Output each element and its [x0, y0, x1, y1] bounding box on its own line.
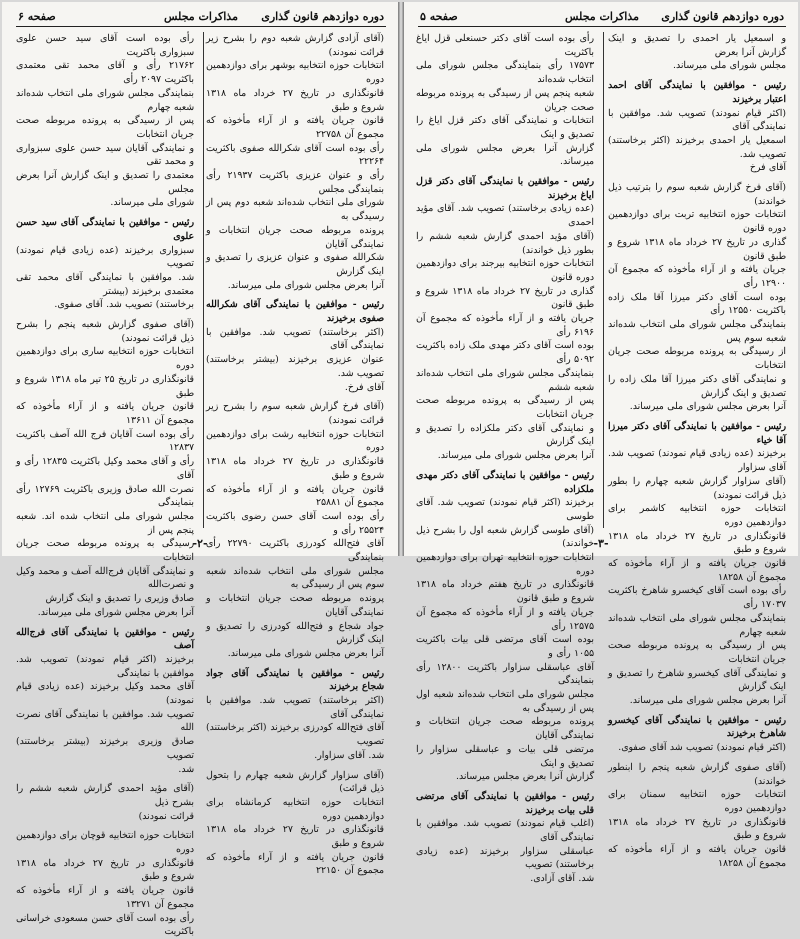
text-line: (آقای صفوی گزارش شعبه پنجم را بشرح ذیل قرائت نمودند) [16, 319, 194, 344]
text-line: آقای فرخ [749, 162, 786, 174]
text-line: جریان یافته و از آراء مأخوذه که مجموع آن ۱۲۵۷۵ رأی [416, 606, 594, 632]
text-line: انتخابات حوزه انتخابیه تهران برای دوازدهمین دوره [416, 552, 594, 577]
text-line: بنمایندگی مجلس شورای ملی انتخاب شده‌اند شعبه ششم [416, 367, 594, 393]
text-line: بنمایندگی مجلس شورای ملی انتخاب شده‌اند شعبه چهارم [608, 612, 786, 638]
section-title: مذاکرات مجلس [164, 10, 238, 23]
text-line: پرونده مربوطه صحت جریان انتخابات و نمایندگی آقایان [416, 716, 594, 742]
column-divider [203, 32, 204, 528]
text-line: رسیدگی به پرونده مربوطه صحت جریان انتخابات [16, 538, 194, 564]
text-line: ۱۷۵۷۳ رأی بنمایندگی مجلس شورای ملی انتخاب شده‌اند [416, 60, 594, 86]
text-line: شد. موافقین با نمایندگی آقای محمد تقی معتمدی برخیزند (بیشتر [16, 271, 194, 297]
text-line: آنرا بعرض مجلس شورای ملی میرساند. [437, 450, 594, 462]
text-line: قانونگذاری در تاریخ ۲۷ خرداد ماه ۱۳۱۸ شروع و طبق [206, 824, 384, 850]
text-line: انتخابات حوزه انتخابیه تربت برای دوازدهمین دوره قانون [608, 209, 786, 235]
text-line: (آقای مؤید احمدی گزارش شعبه ششم را بشرح ذیل [16, 783, 194, 808]
header-rule [418, 26, 786, 27]
text-line: (آقای فرخ گزارش شعبه سوم را بشرح زیر قرائت نمودند) [206, 401, 384, 426]
text-line: قانون جریان یافته و از آراء مأخوذه که مجموع آن ۱۳۶۱۱ [16, 401, 194, 426]
text-line: قانونگذاری در تاریخ ۲۷ خرداد ماه ۱۳۱۸ شروع و طبق [608, 816, 786, 842]
text-line: گذاری در تاریخ ۲۷ خرداد ماه ۱۳۱۸ شروع و طبق قانون [416, 285, 595, 311]
text-line: قانونگذاری در تاریخ ۲۷ خرداد ماه ۱۳۱۸ شروع و طبق [206, 456, 384, 481]
text-line: آنرا بعرض مجلس شورای ملی میرساند. [629, 695, 786, 707]
text-line: تصویب شد. موافقین با نمایندگی آقای نصرت الله [16, 708, 194, 734]
text-line: قانون جریان یافته و از آراء مأخوذه که مجموع آن ۱۸۲۵۸ [608, 844, 786, 869]
text-line: مجلس شورای ملی انتخاب شده اند. شعبه پنجم پس از [16, 510, 194, 536]
text-line: (اکثر برخاستند) تصویب شد. موافقین با نمایندگی آقای [206, 695, 384, 720]
text-line: و اسمعیل یار احمدی را تصدیق و اینک گزارش آنرا بعرض [608, 33, 786, 58]
text-line: آنرا بعرض مجلس شورای ملی میرساند. [37, 606, 194, 618]
text-line: رأی بوده است آقای کیخسرو شاهرخ باکثریت ۱۷۰۳۷ رأی [608, 585, 786, 611]
text-line: رئیس - موافقین با نمایندگی آقای دکتر میرزا آقا خیاء [608, 420, 786, 446]
text-line: (عده زیادی برخاستند) تصویب شد. آقای مؤید احمدی [416, 203, 594, 229]
text-line: رئیس - موافقین با نمایندگی آقای مرتضی قلی بیات برخیزند [416, 790, 594, 816]
text-line: (آقای سزاوار گزارش شعبه چهارم را بتحول ذیل قرائت) [206, 769, 384, 795]
text-line: انتخابات حوزه انتخابیه کاشمر برای دوازدهمین دوره [608, 503, 786, 528]
text-line: آقای فرخ. [344, 381, 384, 393]
text-line: رأی و آقای محمد وکیل باکثریت ۱۲۸۳۵ رأی و آقای [16, 456, 195, 481]
session-title: دوره دوازدهم قانون گذاری [661, 10, 784, 23]
text-line: نصرت الله صادق وزیری باکثریت ۱۲۷۶۹ رأی بنمایندگی [16, 483, 194, 509]
session-title: دوره دوازدهم قانون گذاری [261, 10, 384, 23]
text-line: مجلس شورای ملی انتخاب شده‌اند شعبه اول پس از رسیدگی به [416, 689, 594, 714]
text-line: آقای محمد وکیل برخیزند (عده زیادی قیام نمودند) [16, 681, 194, 707]
text-line: آنرا بعرض مجلس شورای ملی میرساند. [227, 647, 384, 659]
text-line: سبزواری برخیزند (عده زیادی قیام نمودند) تصویب [16, 244, 194, 270]
text-line: پرونده مربوطه صحت جریان انتخابات و نمایندگی آقایان [206, 224, 384, 250]
text-column-right [608, 32, 787, 869]
text-line: شورای ملی انتخاب شده‌اند شعبه دوم پس از رسیدگی به [206, 197, 384, 223]
text-line: قانونگذاری در تاریخ ۲۷ خرداد ماه ۱۳۱۸ شروع و طبق [206, 87, 384, 113]
text-line: انتخابات حوزه انتخابیه بوشهر برای دوازدهمین دوره [206, 60, 384, 86]
page-6 [2, 2, 399, 938]
text-line: قرائت نمودند) [138, 810, 194, 822]
page-label: صفحه ۵ [420, 10, 458, 23]
text-line: (اکثر قیام نمودند) تصویب شد. موافقین با نمایندگی آقای [608, 107, 786, 133]
text-line: مجلس شورای ملی میرساند. [673, 60, 786, 72]
text-line: برخاستند) تصویب شد. آقای صفوی. [54, 299, 194, 311]
text-line: رئیس - موافقین با نمایندگی آقای دکتر مهدی ملکزاده [416, 469, 594, 495]
text-line: مجلس شورای ملی انتخاب شده‌اند شعبه سوم پس از رسیدگی به [206, 565, 384, 591]
text-line: عباسقلی سزاوار برخیزند (عده زیادی برخاستند) تصویب [416, 845, 594, 871]
text-line: (آقای آزادی گزارش شعبه دوم را بشرح زیر قرائت نمودند) [206, 33, 384, 58]
text-line: قانونگذاری در تاریخ هفتم خرداد ماه ۱۳۱۸ شروع و طبق قانون [416, 579, 594, 605]
text-line: شورای ملی میرساند. [110, 197, 194, 209]
text-line: پس از رسیدگی به پرونده مربوطه صحت جریان انتخابات [608, 640, 786, 665]
text-line: جواد شجاع و فتح‌الله کودرزی را تصدیق و اینک گزارش [206, 620, 384, 646]
text-line: مرتضی قلی بیات و عباسقلی سزاوار را تصدیق و اینک [416, 743, 594, 769]
text-line: شد. [178, 763, 194, 775]
page-number: -۳- [593, 537, 609, 550]
text-line: قانون جریان یافته و از آراء مأخوذه که مجموع آن ۲۲۷۵۸ [206, 115, 384, 140]
text-line: (آقای طوسی گزارش شعبه اول را بشرح ذیل خواندند) [416, 524, 594, 550]
header-rule [16, 26, 386, 27]
text-line: انتخابات حوزه انتخابیه بیرجند برای دوازدهمین دوره قانون [416, 258, 594, 283]
text-line: رئیس - موافقین با نمایندگی آقای سید حسن علوی [16, 217, 194, 242]
text-line: انتخابات حوزه انتخابیه سمنان برای دوازدهمین دوره [608, 789, 786, 814]
text-line: انتخابات و نمایندگی آقای دکتر قزل ایاغ را تصدیق و اینک [416, 115, 594, 140]
text-line: برخیزند (عده زیادی قیام نمودند) تصویب شد. آقای سزاوار [608, 448, 786, 474]
page-number: -۲- [192, 537, 208, 550]
page-label: صفحه ۶ [18, 10, 56, 23]
text-line: بنمایندگی مجلس شورای ملی انتخاب شده‌اند شعبه سوم پس [608, 319, 786, 344]
text-line: رأی بوده است آقایان فرج الله آصف باکثریت ۱۲۸۳۷ [16, 428, 194, 454]
text-line: پس از رسیدگی به پرونده مربوطه صحت جریان انتخابات [16, 115, 194, 140]
text-line: قانون جریان یافته و از آراء مأخوذه که مجموع آن ۲۲۱۵۰ [206, 851, 384, 877]
column-divider [603, 32, 604, 528]
text-line: رأی بوده است آقای حسن مسعودی خراسانی باکثریت [16, 912, 194, 938]
text-line: شعبه پنجم پس از رسیدگی به پرونده مربوطه صحت جریان [416, 87, 594, 113]
text-line: بوده است آقای دکتر مهدی ملک زاده باکثریت ۵۰۹۲ رأی [416, 340, 594, 366]
page-header [420, 10, 784, 26]
text-line: (آقای فرخ گزارش شعبه سوم را بترتیب ذیل خواندند) [608, 182, 786, 207]
text-line: انتخابات حوزه انتخابیه قوچان برای دوازدهمین دوره [16, 830, 194, 856]
text-line: شکرالله صفوی و عنوان عزیزی را تصدیق و اینک گزارش [206, 252, 384, 277]
text-line: (آقای سزاوار گزارش شعبه چهارم را بطور ذیل قرائت نمودند) [608, 475, 786, 501]
section-title: مذاکرات مجلس [565, 10, 639, 23]
text-line: (آقای صفوی گزارش شعبه پنجم را ابنطور خواندند) [608, 761, 786, 787]
text-line: آقای عباسقلی سزاوار باکثریت ۱۲۸۰۰ رأی بنمایندگی [416, 661, 594, 687]
text-line: (اغلب قیام نمودند) تصویب شد. موافقین با نمایندگی آقای [416, 818, 594, 844]
text-column-right [206, 32, 385, 877]
text-line: رأی بوده است آقای دکتر حسنعلی قزل ایاغ باکثریت [416, 33, 594, 58]
text-line: آقای فتح‌الله کودرزی برخیزند (اکثر برخاستند) تصویب [206, 722, 384, 748]
text-line: انتخابات حوزه انتخابیه ساری برای دوازدهمین دوره [16, 346, 194, 372]
text-line: آقای فتح‌الله کودرزی باکثریت ۲۲۷۹۰ رأی بنمایندگی [206, 538, 385, 564]
text-line: برخیزند (اکثر قیام نمودند) تصویب شد. آقای طوسی [416, 497, 594, 522]
text-line: آنرا بعرض مجلس شورای ملی میرساند. [629, 401, 786, 413]
text-line: و نمایندگی آقای کیخسرو شاهرخ را تصدیق و اینک گزارش [608, 667, 786, 693]
text-line: رأی بوده است آقای حسن رضوی باکثریت ۲۵۵۲۴ رأی و [206, 510, 384, 536]
text-line: جریان یافته و از آراء مأخوذه که مجموع آن ۱۲۹۰۰ رأی [608, 264, 786, 289]
text-line: انتخابات حوزه انتخابیه کرمانشاه برای دوازدهمین دوره [206, 796, 384, 822]
page-header [18, 10, 384, 26]
text-line: آنرا بعرض مجلس شورای ملی میرساند. [227, 279, 384, 291]
text-line: بنمایندگی مجلس شورای ملی انتخاب شده‌اند شعبه چهارم [16, 87, 194, 113]
text-line: بوده است آقای مرتضی قلی بیات باکثریت ۱۰۵۵ رأی و [416, 634, 594, 659]
text-line: رئیس - موافقین با نمایندگی آقای احمد اعتبار برخیزند [608, 80, 786, 105]
text-line: عنوان عزیزی برخیزند (بیشتر برخاستند) تصویب شد. [206, 354, 384, 379]
text-line: (اکثر قیام نمودند) تصویب شد آقای صفوی. [618, 742, 786, 754]
text-line: رئیس - موافقین با نمایندگی آقای کیخسرو شاهرخ برخیزند [608, 714, 786, 740]
text-line: رئیس - موافقین با نمایندگی آقای دکتر قزل ایاغ برخیزند [416, 176, 594, 201]
text-line: رئیس - موافقین با نمایندگی آقای جواد شجاع برخیزند [206, 667, 384, 693]
text-line: رأی بوده است آقای شکرالله صفوی باکثریت ۲۲۲۶۴ [206, 142, 384, 168]
text-line: قانونگذاری در تاریخ ۲۵ تیر ماه ۱۳۱۸ شروع و طبق [16, 373, 195, 399]
text-line: (اکثر برخاستند) تصویب شد. موافقین با نمایندگی آقای [206, 326, 384, 352]
text-column-left [416, 32, 595, 885]
text-line: قانونگذاری در تاریخ ۲۷ خرداد ماه ۱۳۱۸ شروع و طبق [16, 857, 194, 883]
text-line: جریان یافته و از آراء مأخوذه که مجموع آن ۶۱۹۶ رأی [416, 313, 594, 338]
text-line: ۲۱۷۶۲ رأی و آقای محمد تقی معتمدی باکثریت ۲۰۹۷ رأی [16, 60, 194, 86]
text-line: گزارش آنرا بعرض مجلس شورای ملی میرساند. [416, 142, 594, 168]
text-line: قانون جریان یافته و از آراء مأخوذه که مجموع آن ۲۵۸۸۱ [206, 483, 384, 509]
text-line: قانون جریان یافته و از آراء مأخوذه که مجموع آن ۱۸۲۵۸ [608, 558, 786, 583]
text-line: معتمدی را تصدیق و اینک گزارش آنرا بعرض مجلس [16, 170, 194, 195]
book-spread [2, 2, 798, 938]
text-line: رئیس - موافقین با نمایندگی آقای فرج‌الله آصف [16, 626, 194, 652]
text-line: پرونده مربوطه صحت جریان انتخابات و نمایندگی آقایان [206, 593, 384, 618]
text-line: رأی بوده است آقای سید حسن علوی سبزواری باکثریت [16, 33, 194, 58]
text-line: صادق وزیری برخیزند (بیشتر برخاستند) تصویب [16, 736, 194, 761]
page-5 [403, 2, 798, 885]
text-line: شد. آقای آزادی. [530, 873, 594, 885]
text-line: شد. آقای سزاوار. [314, 749, 384, 761]
text-line: از رسیدگی به پرونده مربوطه صحت جریان انتخابات [608, 346, 786, 372]
text-line: رأی و عنوان عزیزی باکثریت ۲۱۹۳۷ رأی بنمایندگی مجلس [206, 170, 384, 195]
text-line: و نمایندگی آقایان فرج‌الله آصف و محمد وکیل و نصرت‌الله [16, 565, 194, 591]
text-line: اسمعیل یار احمدی برخیزند (اکثر برخاستند) تصویب شد. [608, 134, 786, 160]
text-line: و نمایندگی آقای دکتر میرزا آقا ملک زاده را تصدیق و اینک گزارش [608, 373, 786, 399]
text-line: صادق وزیری را تصدیق و اینک گزارش [45, 593, 194, 605]
text-line: و نمایندگی آقای دکتر ملکزاده را تصدیق و اینک گزارش [416, 422, 594, 448]
text-column-left [16, 32, 195, 938]
text-line: پس از رسیدگی به پرونده مربوطه صحت جریان انتخابات [416, 395, 594, 420]
text-line: برخیزند (اکثر قیام نمودند) تصویب شد. موافقین با نمایندگی [16, 653, 194, 679]
text-line: انتخابات حوزه انتخابیه رشت برای دوازدهمین دوره [206, 428, 384, 454]
text-line: بوده است آقای دکتر میرزا آقا ملک زاده باکثریت ۱۲۵۵۰ رأی [608, 291, 786, 317]
text-line: قانونگذاری در تاریخ ۲۷ خرداد ماه ۱۳۱۸ شروع و طبق [608, 530, 786, 556]
text-line: و نمایندگی آقایان سید حسن علوی سبزواری و محمد تقی [16, 142, 194, 168]
text-line: قانون جریان یافته و از آراء مأخوذه که مجموع آن ۱۳۲۷۱ [16, 885, 194, 910]
text-line: گذاری در تاریخ ۲۷ خرداد ماه ۱۳۱۸ شروع و طبق قانون [608, 236, 787, 262]
text-line: (آقای مؤید احمدی گزارش شعبه ششم را بطور ذیل خواندند) [416, 230, 594, 256]
text-line: گزارش آنرا بعرض مجلس میرساند. [456, 771, 594, 783]
text-line: رئیس - موافقین با نمایندگی آقای شکرالله صفوی برخیزند [206, 299, 384, 325]
